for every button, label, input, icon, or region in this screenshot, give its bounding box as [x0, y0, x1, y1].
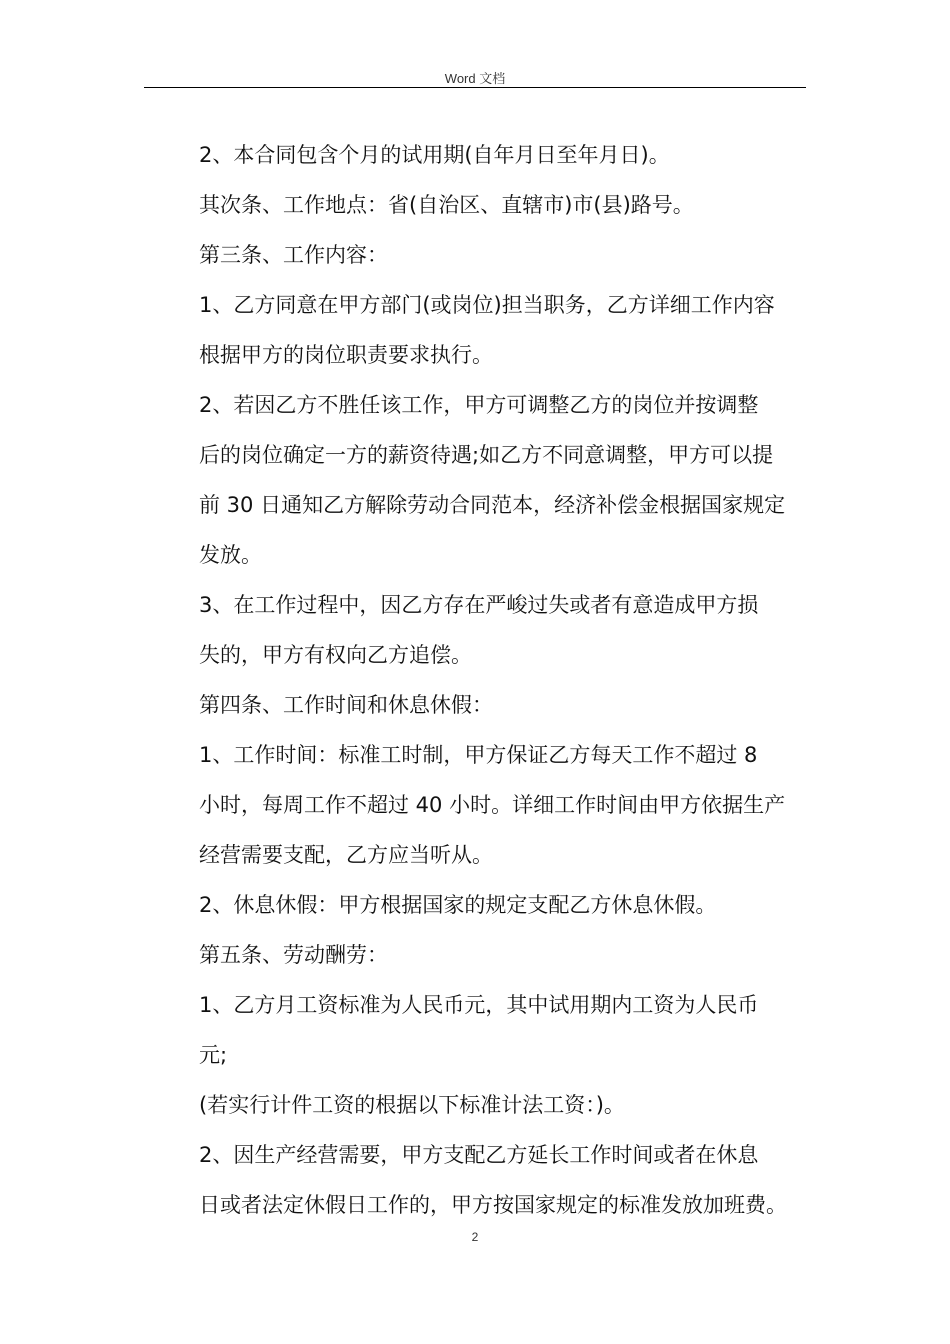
text-line: 第四条、工作时间和休息休假： [199, 693, 493, 717]
text-line: 2、本合同包含个月的试用期(自年月日至年月日)。 [199, 143, 670, 167]
paragraph-working-hours [178, 730, 808, 880]
heading-article-4 [178, 680, 808, 730]
text-line: 第五条、劳动酬劳： [199, 943, 388, 967]
text-line: 2、若因乙方不胜任该工作，甲方可调整乙方的岗位并按调整 [199, 393, 759, 417]
paragraph-probation [178, 130, 808, 180]
text-line: 小时，每周工作不超过 40 小时。详细工作时间由甲方依据生产 [199, 793, 786, 817]
text-line: 后的岗位确定一方的薪资待遇;如乙方不同意调整，甲方可以提 [199, 443, 774, 467]
paragraph-overtime-pay [178, 1130, 808, 1230]
heading-article-5 [178, 930, 808, 980]
text-line: 1、乙方同意在甲方部门(或岗位)担当职务，乙方详细工作内容 [199, 293, 775, 317]
header-divider [144, 87, 806, 88]
text-line: 1、工作时间：标准工时制，甲方保证乙方每天工作不超过 8 [199, 743, 758, 767]
text-line: 经营需要支配，乙方应当听从。 [199, 843, 493, 867]
paragraph-compensation-claim [178, 580, 808, 680]
text-line: 发放。 [199, 543, 262, 567]
text-line: 根据甲方的岗位职责要求执行。 [199, 343, 493, 367]
paragraph-duties [178, 280, 808, 380]
page-number: 2 [471, 1230, 479, 1244]
paragraph-position-adjustment [178, 380, 808, 580]
document-header-title: Word 文档 [444, 71, 506, 86]
text-line: 3、在工作过程中，因乙方存在严峻过失或者有意造成甲方损 [199, 593, 759, 617]
text-line: 2、因生产经营需要，甲方支配乙方延长工作时间或者在休息 [199, 1143, 759, 1167]
text-line: 失的，甲方有权向乙方追偿。 [199, 643, 472, 667]
text-line: 第三条、工作内容： [199, 243, 388, 267]
heading-article-3 [178, 230, 808, 280]
text-line: 元; [199, 1043, 228, 1067]
document-body [178, 130, 808, 1230]
text-line: 其次条、工作地点：省(自治区、直辖市)市(县)路号。 [199, 193, 694, 217]
paragraph-piecework-note [178, 1080, 808, 1130]
text-line: 2、休息休假：甲方根据国家的规定支配乙方休息休假。 [199, 893, 717, 917]
paragraph-monthly-salary [178, 980, 808, 1080]
text-line: (若实行计件工资的根据以下标准计法工资：)。 [199, 1093, 625, 1117]
text-line: 日或者法定休假日工作的，甲方按国家规定的标准发放加班费。 [199, 1193, 787, 1217]
text-line: 前 30 日通知乙方解除劳动合同范本，经济补偿金根据国家规定 [199, 493, 786, 517]
paragraph-rest-leave [178, 880, 808, 930]
text-line: 1、乙方月工资标准为人民币元，其中试用期内工资为人民币 [199, 993, 759, 1017]
paragraph-work-location [178, 180, 808, 230]
